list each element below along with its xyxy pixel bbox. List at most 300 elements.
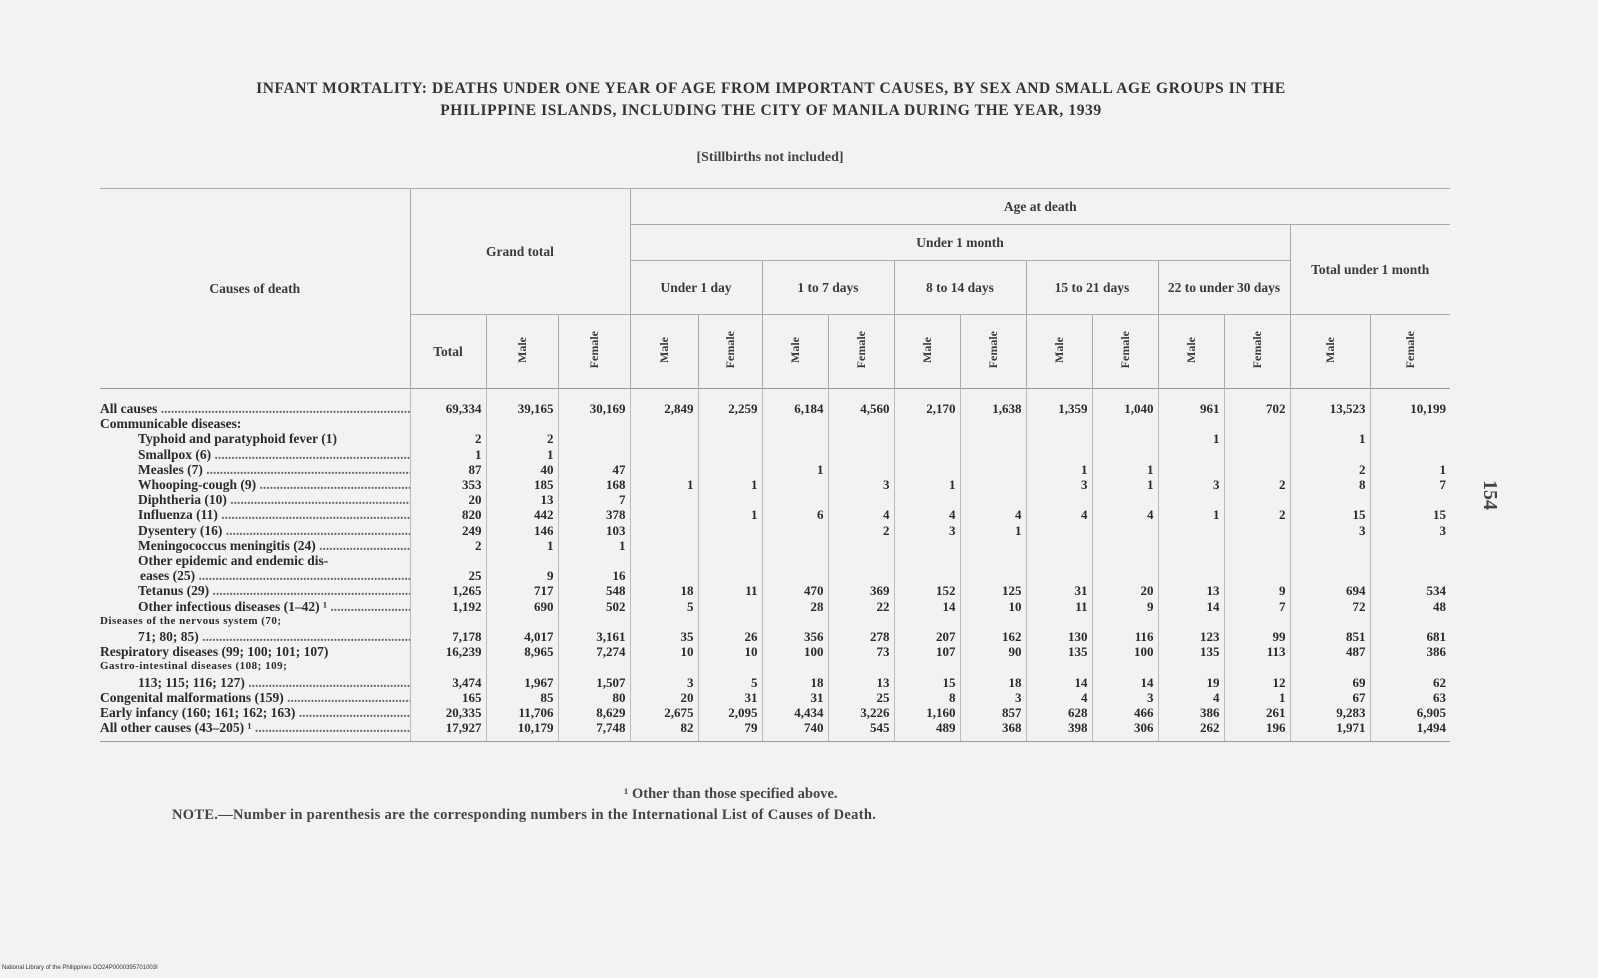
table-title	[96, 78, 1446, 122]
value-cell	[828, 568, 894, 583]
value-cell	[894, 614, 960, 629]
value-cell: 15	[1290, 507, 1370, 522]
value-cell: 356	[762, 629, 828, 644]
value-cell	[1092, 447, 1158, 462]
value-cell	[762, 431, 828, 446]
table-subtitle: [Stillbirths not included]	[696, 150, 844, 165]
value-cell	[1290, 492, 1370, 507]
cause-cell: All other causes (43–205) ¹ .....	[100, 720, 410, 742]
value-cell: 3	[1092, 690, 1158, 705]
cause-cell: Respiratory diseases (99; 100; 101; 107)	[100, 644, 329, 660]
table-row	[100, 477, 1450, 492]
value-cell: 1,967	[486, 675, 558, 690]
value-cell: 545	[828, 720, 894, 742]
cause-cell: Dysentery (16) .....	[100, 523, 410, 538]
value-cell: 1,265	[410, 583, 486, 598]
value-cell	[558, 431, 630, 446]
value-cell: 1	[698, 507, 762, 522]
value-cell	[698, 447, 762, 462]
footnote: ¹ Other than those specified above.	[624, 786, 838, 802]
value-cell: 47	[558, 462, 630, 477]
cause-cell: Smallpox (6) .....	[100, 447, 410, 462]
value-cell	[1026, 431, 1092, 446]
value-cell	[1224, 523, 1290, 538]
value-cell	[698, 614, 762, 629]
value-cell: 5	[698, 675, 762, 690]
value-cell: 17,927	[410, 720, 486, 742]
value-cell	[894, 431, 960, 446]
value-cell	[762, 416, 828, 431]
value-cell	[1370, 659, 1450, 674]
cause-cell: 71; 80; 85) .....	[100, 629, 410, 644]
value-cell	[1092, 614, 1158, 629]
value-cell	[762, 614, 828, 629]
value-cell: 2,259	[698, 389, 762, 417]
value-cell: 80	[558, 690, 630, 705]
value-cell	[1026, 659, 1092, 674]
value-cell: 72	[1290, 599, 1370, 614]
value-cell: 7,748	[558, 720, 630, 742]
mortality-table	[100, 188, 1450, 742]
value-cell: 18	[630, 583, 698, 598]
value-cell	[1224, 553, 1290, 568]
value-cell	[698, 599, 762, 614]
female-subheader: Female	[960, 315, 1026, 389]
value-cell	[410, 659, 486, 674]
value-cell: 10,179	[486, 720, 558, 742]
value-cell: 9	[1092, 599, 1158, 614]
table-row	[100, 431, 1450, 446]
value-cell: 168	[558, 477, 630, 492]
value-cell	[558, 447, 630, 462]
table-row	[100, 523, 1450, 538]
male-subheader: Male	[762, 315, 828, 389]
table-row	[100, 644, 1450, 659]
value-cell: 1	[894, 477, 960, 492]
table-row	[100, 507, 1450, 522]
value-cell	[1290, 568, 1370, 583]
value-cell: 261	[1224, 705, 1290, 720]
value-cell	[1370, 447, 1450, 462]
value-cell	[828, 462, 894, 477]
value-cell	[1158, 659, 1224, 674]
value-cell: 20	[630, 690, 698, 705]
cause-cell: Diphtheria (10) .....	[100, 492, 410, 507]
value-cell	[1092, 523, 1158, 538]
value-cell: 2	[1224, 477, 1290, 492]
value-cell	[698, 553, 762, 568]
value-cell: 16,239	[410, 644, 486, 659]
value-cell	[558, 416, 630, 431]
cause-cell: eases (25) .....	[100, 568, 410, 583]
female-subheader: Female	[1370, 315, 1450, 389]
value-cell: 1	[762, 462, 828, 477]
value-cell	[486, 416, 558, 431]
cause-cell: Congenital malformations (159) .....	[100, 690, 410, 705]
value-cell: 130	[1026, 629, 1092, 644]
value-cell	[894, 462, 960, 477]
value-cell: 1	[1158, 507, 1224, 522]
table-row	[100, 568, 1450, 583]
value-cell: 2	[1224, 507, 1290, 522]
table-body	[100, 389, 1450, 742]
value-cell: 1	[960, 523, 1026, 538]
value-cell: 69,334	[410, 389, 486, 417]
value-cell	[762, 659, 828, 674]
value-cell: 13,523	[1290, 389, 1370, 417]
value-cell	[1370, 431, 1450, 446]
value-cell: 90	[960, 644, 1026, 659]
female-subheader: Female	[1224, 315, 1290, 389]
cause-cell: Other infectious diseases (1–42) ¹ .....	[100, 599, 410, 614]
value-cell: 30,169	[558, 389, 630, 417]
value-cell	[698, 659, 762, 674]
table-row	[100, 675, 1450, 690]
value-cell: 11,706	[486, 705, 558, 720]
value-cell	[486, 659, 558, 674]
value-cell	[558, 659, 630, 674]
value-cell: 12	[1224, 675, 1290, 690]
value-cell	[410, 416, 486, 431]
table-row	[100, 720, 1450, 742]
value-cell	[828, 447, 894, 462]
value-cell	[630, 538, 698, 553]
total-under-1-month-header: Total under 1 month	[1290, 225, 1450, 315]
value-cell: 694	[1290, 583, 1370, 598]
library-stamp: National Library of the Philippines DO24P0000395701003I	[2, 965, 158, 971]
value-cell	[762, 492, 828, 507]
value-cell: 8	[894, 690, 960, 705]
value-cell: 2,095	[698, 705, 762, 720]
value-cell: 690	[486, 599, 558, 614]
value-cell: 7	[558, 492, 630, 507]
title-line-2: PHILIPPINE ISLANDS, INCLUDING THE CITY OF MANILA DURING THE YEAR, 1939	[440, 102, 1102, 119]
value-cell: 15	[1370, 507, 1450, 522]
value-cell	[1026, 416, 1092, 431]
value-cell	[1370, 492, 1450, 507]
value-cell: 398	[1026, 720, 1092, 742]
table-row	[100, 614, 1450, 629]
value-cell: 4	[894, 507, 960, 522]
value-cell	[1092, 659, 1158, 674]
value-cell	[1224, 568, 1290, 583]
value-cell	[960, 538, 1026, 553]
value-cell: 466	[1092, 705, 1158, 720]
cause-cell: Other epidemic and endemic dis-	[138, 553, 329, 569]
value-cell: 15	[894, 675, 960, 690]
male-subheader: Male	[1158, 315, 1224, 389]
value-cell	[1158, 492, 1224, 507]
under-1-month-header: Under 1 month	[630, 225, 1290, 261]
value-cell	[1370, 614, 1450, 629]
value-cell: 22	[828, 599, 894, 614]
note: NOTE.—Number in parenthesis are the corresponding numbers in the International List of Causes of Death.	[172, 807, 877, 823]
value-cell	[698, 523, 762, 538]
value-cell: 4,560	[828, 389, 894, 417]
value-cell: 67	[1290, 690, 1370, 705]
value-cell: 386	[1370, 644, 1450, 659]
value-cell: 135	[1026, 644, 1092, 659]
value-cell: 1	[1026, 462, 1092, 477]
value-cell: 25	[828, 690, 894, 705]
male-subheader: Male	[1026, 315, 1092, 389]
value-cell	[410, 614, 486, 629]
value-cell	[630, 553, 698, 568]
value-cell	[1224, 614, 1290, 629]
value-cell: 353	[410, 477, 486, 492]
female-subheader: Female	[698, 315, 762, 389]
value-cell	[894, 492, 960, 507]
value-cell: 740	[762, 720, 828, 742]
value-cell: 162	[960, 629, 1026, 644]
value-cell	[1026, 614, 1092, 629]
value-cell	[1370, 538, 1450, 553]
value-cell: 62	[1370, 675, 1450, 690]
value-cell: 1	[558, 538, 630, 553]
value-cell	[894, 568, 960, 583]
value-cell: 1,494	[1370, 720, 1450, 742]
value-cell: 1,507	[558, 675, 630, 690]
value-cell: 3	[630, 675, 698, 690]
value-cell	[698, 538, 762, 553]
value-cell: 4	[1026, 507, 1092, 522]
value-cell	[1092, 431, 1158, 446]
value-cell: 35	[630, 629, 698, 644]
value-cell: 20,335	[410, 705, 486, 720]
value-cell: 470	[762, 583, 828, 598]
value-cell: 378	[558, 507, 630, 522]
value-cell: 10	[698, 644, 762, 659]
table-row	[100, 416, 1450, 431]
value-cell: 2,849	[630, 389, 698, 417]
under-1-day-header: Under 1 day	[630, 261, 762, 315]
value-cell: 857	[960, 705, 1026, 720]
value-cell: 6,905	[1370, 705, 1450, 720]
value-cell: 4	[1026, 690, 1092, 705]
value-cell: 1,160	[894, 705, 960, 720]
value-cell	[1158, 523, 1224, 538]
value-cell	[1092, 416, 1158, 431]
value-cell: 851	[1290, 629, 1370, 644]
value-cell	[630, 492, 698, 507]
value-cell: 1	[630, 477, 698, 492]
value-cell	[894, 659, 960, 674]
value-cell	[1092, 538, 1158, 553]
value-cell	[960, 553, 1026, 568]
male-subheader: Male	[486, 315, 558, 389]
value-cell: 9	[486, 568, 558, 583]
value-cell: 99	[1224, 629, 1290, 644]
value-cell: 3	[1158, 477, 1224, 492]
value-cell	[1224, 431, 1290, 446]
value-cell: 1,192	[410, 599, 486, 614]
value-cell: 107	[894, 644, 960, 659]
value-cell	[698, 568, 762, 583]
value-cell	[1290, 553, 1370, 568]
value-cell: 2,170	[894, 389, 960, 417]
value-cell	[1026, 523, 1092, 538]
value-cell: 8,965	[486, 644, 558, 659]
value-cell: 196	[1224, 720, 1290, 742]
value-cell: 18	[960, 675, 1026, 690]
value-cell	[1026, 553, 1092, 568]
value-cell	[960, 477, 1026, 492]
value-cell: 4	[960, 507, 1026, 522]
value-cell	[960, 462, 1026, 477]
value-cell: 6	[762, 507, 828, 522]
days-1-7-header: 1 to 7 days	[762, 261, 894, 315]
table-row	[100, 659, 1450, 674]
total-subheader: Total	[410, 315, 486, 389]
value-cell: 26	[698, 629, 762, 644]
value-cell: 1	[1370, 462, 1450, 477]
value-cell: 13	[828, 675, 894, 690]
value-cell: 4	[1092, 507, 1158, 522]
value-cell	[1370, 553, 1450, 568]
value-cell: 103	[558, 523, 630, 538]
value-cell: 31	[698, 690, 762, 705]
value-cell	[828, 659, 894, 674]
value-cell	[1290, 659, 1370, 674]
value-cell: 87	[410, 462, 486, 477]
value-cell	[1224, 538, 1290, 553]
value-cell: 717	[486, 583, 558, 598]
table-row	[100, 690, 1450, 705]
value-cell: 25	[410, 568, 486, 583]
male-subheader: Male	[630, 315, 698, 389]
table-row	[100, 705, 1450, 720]
value-cell	[558, 553, 630, 568]
value-cell	[762, 447, 828, 462]
table-header	[100, 189, 1450, 389]
value-cell	[1026, 568, 1092, 583]
value-cell	[1158, 462, 1224, 477]
value-cell	[630, 447, 698, 462]
value-cell: 6,184	[762, 389, 828, 417]
value-cell	[828, 416, 894, 431]
value-cell	[630, 431, 698, 446]
value-cell: 31	[1026, 583, 1092, 598]
value-cell: 20	[1092, 583, 1158, 598]
value-cell: 489	[894, 720, 960, 742]
value-cell: 1	[410, 447, 486, 462]
value-cell	[1290, 614, 1370, 629]
value-cell: 702	[1224, 389, 1290, 417]
table-row	[100, 553, 1450, 568]
value-cell	[960, 416, 1026, 431]
cause-cell: Influenza (11) .....	[100, 507, 410, 522]
value-cell	[828, 614, 894, 629]
value-cell	[630, 416, 698, 431]
value-cell	[828, 538, 894, 553]
table-row	[100, 599, 1450, 614]
value-cell: 4	[828, 507, 894, 522]
table-row	[100, 583, 1450, 598]
value-cell	[1158, 538, 1224, 553]
value-cell	[698, 462, 762, 477]
value-cell: 207	[894, 629, 960, 644]
value-cell: 3	[1026, 477, 1092, 492]
value-cell: 249	[410, 523, 486, 538]
value-cell: 7,178	[410, 629, 486, 644]
value-cell: 1	[486, 447, 558, 462]
value-cell	[762, 538, 828, 553]
value-cell: 3	[828, 477, 894, 492]
value-cell: 123	[1158, 629, 1224, 644]
value-cell: 79	[698, 720, 762, 742]
value-cell	[1224, 416, 1290, 431]
value-cell: 442	[486, 507, 558, 522]
value-cell	[1092, 492, 1158, 507]
male-subheader: Male	[1290, 315, 1370, 389]
value-cell: 1	[1092, 462, 1158, 477]
value-cell: 135	[1158, 644, 1224, 659]
value-cell: 14	[1026, 675, 1092, 690]
value-cell	[894, 416, 960, 431]
value-cell: 1	[1290, 431, 1370, 446]
table-row	[100, 629, 1450, 644]
value-cell: 152	[894, 583, 960, 598]
value-cell	[762, 477, 828, 492]
value-cell	[960, 447, 1026, 462]
female-subheader: Female	[558, 315, 630, 389]
value-cell	[410, 553, 486, 568]
value-cell: 4	[1158, 690, 1224, 705]
cause-cell: Tetanus (29) .....	[100, 583, 410, 598]
value-cell: 3,161	[558, 629, 630, 644]
value-cell	[1290, 416, 1370, 431]
value-cell: 40	[486, 462, 558, 477]
value-cell	[630, 568, 698, 583]
value-cell	[486, 553, 558, 568]
value-cell: 2	[486, 431, 558, 446]
days-8-14-header: 8 to 14 days	[894, 261, 1026, 315]
value-cell: 28	[762, 599, 828, 614]
value-cell	[1224, 659, 1290, 674]
value-cell	[630, 659, 698, 674]
value-cell	[630, 462, 698, 477]
grand-total-header: Grand total	[410, 189, 630, 315]
value-cell	[960, 568, 1026, 583]
value-cell	[1158, 568, 1224, 583]
value-cell: 8,629	[558, 705, 630, 720]
value-cell	[1224, 462, 1290, 477]
table-row	[100, 492, 1450, 507]
table-row	[100, 538, 1450, 553]
value-cell: 11	[698, 583, 762, 598]
value-cell: 278	[828, 629, 894, 644]
value-cell: 3,226	[828, 705, 894, 720]
value-cell	[894, 553, 960, 568]
value-cell	[1026, 492, 1092, 507]
value-cell: 113	[1224, 644, 1290, 659]
value-cell: 82	[630, 720, 698, 742]
value-cell: 1	[1158, 431, 1224, 446]
value-cell: 13	[486, 492, 558, 507]
value-cell	[960, 659, 1026, 674]
value-cell	[698, 416, 762, 431]
value-cell: 5	[630, 599, 698, 614]
value-cell: 628	[1026, 705, 1092, 720]
value-cell: 3	[960, 690, 1026, 705]
value-cell: 20	[410, 492, 486, 507]
value-cell: 13	[1158, 583, 1224, 598]
value-cell: 125	[960, 583, 1026, 598]
cause-cell: Gastro-intestinal diseases (108; 109;	[100, 660, 288, 673]
age-at-death-header: Age at death	[630, 189, 1450, 225]
value-cell	[1370, 568, 1450, 583]
female-subheader: Female	[1092, 315, 1158, 389]
